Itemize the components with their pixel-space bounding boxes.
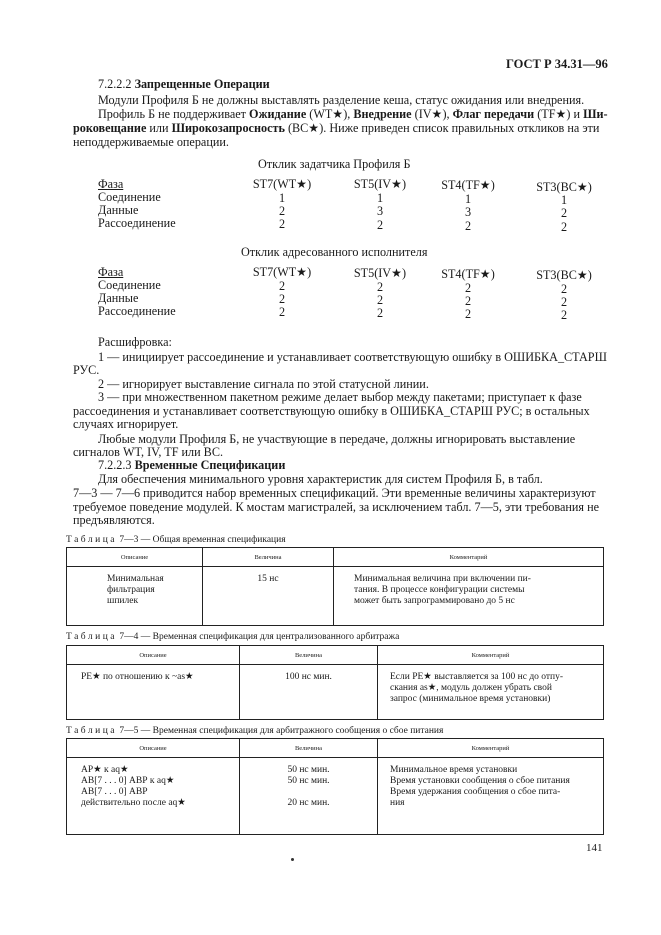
cell-value: 2 — [376, 293, 384, 307]
table-caption — [66, 535, 286, 545]
desc-line: Минимальная — [107, 574, 164, 584]
table-row — [67, 567, 604, 626]
column-header: ST5(IV★) — [353, 266, 407, 280]
header-value: Величина — [240, 646, 378, 665]
comment-line: ния — [390, 798, 405, 808]
column-header: ST5(IV★) — [353, 177, 407, 191]
cell-value: 2 — [376, 280, 384, 294]
legend-line: 2 — игнорирует выставление сигнала по этой статусной линии. — [98, 377, 429, 391]
section-title: Запрещенные Операции — [134, 77, 270, 91]
desc-line: AB[7 . . . 0] АВР — [81, 787, 148, 797]
cell-comment — [334, 567, 604, 626]
section-7223-heading — [98, 458, 285, 472]
cell-value: 2 — [278, 279, 286, 293]
header-description: Описание — [67, 548, 203, 567]
section-number: 7.2.2.2 — [98, 77, 132, 91]
header-comment: Комментарий — [378, 739, 604, 758]
row-label: Соединение — [98, 278, 161, 292]
cell-value: 2 — [376, 218, 384, 232]
desc-line: действительно после aq★ — [81, 798, 186, 808]
cell-value: 2 — [560, 206, 568, 220]
paragraph-line: 7—3 — 7—6 приводится набор временных спецификаций. Эти временные величины характеризуют — [73, 486, 596, 500]
table-header-row — [67, 646, 604, 665]
table-header-row — [67, 739, 604, 758]
cell-value: 100 нс мин. — [240, 665, 378, 720]
text-run: Внедрение — [353, 107, 412, 121]
section-number: 7.2.2.3 — [98, 458, 132, 472]
paragraph-line: неподдерживаемые операции. — [73, 135, 229, 149]
phase-header: Фаза — [98, 177, 124, 191]
cell-description — [67, 758, 240, 835]
caption-text: 7—3 — Общая временная спецификация — [119, 535, 286, 545]
table-row — [67, 665, 604, 720]
cell-value: 2 — [278, 305, 286, 319]
comment-line: Минимальное время установки — [390, 765, 518, 775]
row-label: Соединение — [98, 190, 161, 204]
legend-line: случаях игнорирует. — [73, 417, 179, 431]
cell-value: 1 — [560, 193, 568, 207]
value-line: 20 нс мин. — [287, 798, 330, 808]
comment-line: может быть запрограммировано до 5 нс — [354, 596, 515, 606]
response-table-title: Отклик адресованного исполнителя — [241, 245, 428, 259]
header-comment: Комментарий — [334, 548, 604, 567]
cell-value: 2 — [376, 306, 384, 320]
caption-label: Таблица — [66, 726, 118, 736]
caption-label: Таблица — [66, 632, 118, 642]
column-header: ST4(TF★) — [441, 267, 495, 281]
text-run: (ВС★). Ниже приведен список правильных откликов на эти — [284, 121, 600, 135]
value-line: 50 нс мин. — [287, 776, 330, 786]
legend-line: рассоединения и устанавливает соответствующую ошибку в ОШИБКА_СТАРШ РУС; в остальных — [73, 404, 590, 418]
section-title: Временные Спецификации — [134, 458, 286, 472]
legend-line: Любые модули Профиля Б, не участвующие в передаче, должны игнорировать выставление — [98, 432, 576, 446]
text-run: Профиль Б не поддерживает — [98, 107, 250, 121]
table-7-5 — [66, 738, 604, 835]
text-run: или — [146, 121, 172, 135]
table-row — [67, 758, 604, 835]
phase-header: Фаза — [98, 265, 124, 279]
paragraph-line — [98, 107, 608, 121]
table-caption — [66, 632, 399, 642]
cell-value — [240, 758, 378, 835]
row-label: Рассоединение — [98, 304, 176, 318]
table-7-4 — [66, 645, 604, 720]
cell-value: 2 — [464, 294, 472, 308]
response-table-title: Отклик задатчика Профиля Б — [258, 157, 411, 171]
desc-line: AB[7 . . . 0] АВР к aq★ — [81, 776, 175, 786]
desc-line: шпилек — [107, 596, 139, 606]
paragraph-line: Модули Профиля Б не должны выставлять разделение кеша, статус ожидания или внедрения. — [98, 93, 585, 107]
paragraph-line: предъявляются. — [73, 513, 155, 527]
text-run: Ожидание — [249, 107, 307, 121]
comment-line: Если РЕ★ выставляется за 100 нс до отпу- — [390, 672, 564, 682]
value-line: 50 нс мин. — [287, 765, 330, 775]
cell-value: 2 — [560, 295, 568, 309]
table-header-row — [67, 548, 604, 567]
cell-value: 2 — [560, 220, 568, 234]
text-run: Ши- — [583, 107, 608, 121]
legend-line: сигналов WT, IV, TF или ВС. — [73, 445, 223, 459]
cell-value: 2 — [560, 308, 568, 322]
comment-line: скания as★, модуль должен убрать свой — [390, 683, 552, 693]
legend-line: 3 — при множественном пакетном режиме делает выбор между пакетами; приступает к фазе — [98, 390, 582, 404]
scan-speck — [291, 858, 294, 861]
comment-line: тания. В процессе конфигурации системы — [354, 585, 525, 595]
row-label: Рассоединение — [98, 216, 176, 230]
text-run: (IV★), — [411, 107, 453, 121]
legend-line: 1 — инициирует рассоединение и устанавливает соответствующую ошибку в ОШИБКА_СТАРШ — [98, 350, 607, 364]
document-id: ГОСТ Р 34.31—96 — [506, 57, 608, 71]
text-run: Широкозапросность — [171, 121, 285, 135]
legend-line: РУС. — [73, 363, 100, 377]
header-comment: Комментарий — [378, 646, 604, 665]
cell-description — [67, 567, 203, 626]
cell-value: 2 — [278, 292, 286, 306]
table-7-3 — [66, 547, 604, 626]
cell-value: 3 — [376, 204, 384, 218]
caption-label: Таблица — [66, 535, 118, 545]
comment-line: Время удержания сообщения о сбое пита- — [390, 787, 561, 797]
cell-value: 3 — [464, 205, 472, 219]
cell-value: 2 — [278, 217, 286, 231]
table-caption — [66, 726, 443, 736]
column-header: ST7(WT★) — [252, 177, 312, 191]
caption-text: 7—4 — Временная спецификация для централизованного арбитража — [119, 632, 400, 642]
column-header: ST3(BC★) — [536, 180, 592, 194]
cell-value: 15 нс — [203, 567, 334, 626]
cell-value: 2 — [560, 282, 568, 296]
column-header: ST3(BC★) — [536, 268, 592, 282]
desc-line: АР★ к aq★ — [81, 765, 129, 775]
cell-comment — [378, 665, 604, 720]
row-label: Данные — [98, 291, 139, 305]
paragraph-line — [73, 121, 599, 135]
paragraph-line: требуемое поведение модулей. К мостам магистралей, за исключением табл. 7—5, эти требования не — [73, 500, 600, 514]
header-value: Величина — [240, 739, 378, 758]
cell-comment — [378, 758, 604, 835]
comment-line: Минимальная величина при включении пи- — [354, 574, 531, 584]
text-run: Флаг передачи — [452, 107, 535, 121]
caption-text: 7—5 — Временная спецификация для арбитражного сообщения о сбое питания — [119, 726, 444, 736]
value-line — [246, 787, 371, 798]
text-run: (WT★), — [306, 107, 354, 121]
row-label: Данные — [98, 203, 139, 217]
text-run: (TF★) и — [534, 107, 584, 121]
cell-value: 2 — [464, 219, 472, 233]
paragraph-line: Для обеспечения минимального уровня характеристик для систем Профиля Б, в табл. — [98, 472, 543, 486]
legend-title: Расшифровка: — [98, 335, 172, 349]
cell-value: 2 — [278, 204, 286, 218]
column-header: ST4(TF★) — [441, 178, 495, 192]
header-value: Величина — [203, 548, 334, 567]
header-description: Описание — [67, 739, 240, 758]
text-run: роковещание — [73, 121, 147, 135]
column-header: ST7(WT★) — [252, 265, 312, 279]
header-description: Описание — [67, 646, 240, 665]
cell-value: 1 — [278, 191, 286, 205]
desc-line: фильтрация — [107, 585, 155, 595]
cell-value: 1 — [464, 192, 472, 206]
cell-value: 1 — [376, 191, 384, 205]
cell-value: 2 — [464, 281, 472, 295]
cell-description: РЕ★ по отношению к ~as★ — [67, 665, 240, 720]
page-number: 141 — [586, 842, 603, 854]
cell-value: 2 — [464, 307, 472, 321]
section-7222-heading — [98, 77, 270, 91]
comment-line: запрос (минимальное время установки) — [390, 694, 551, 704]
comment-line: Время установки сообщения о сбое питания — [390, 776, 570, 786]
